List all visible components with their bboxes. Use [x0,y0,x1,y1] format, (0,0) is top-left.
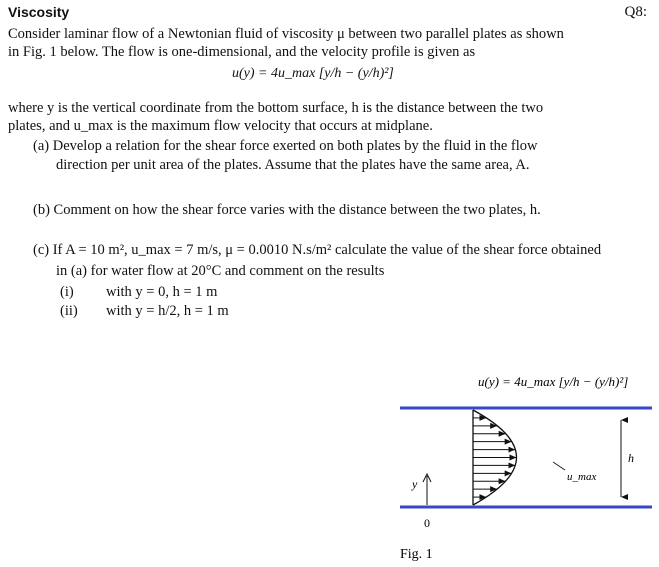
part-a-line-2: direction per unit area of the plates. Assume that the plates have the same area, A. [56,157,530,173]
question-number: Q8: [624,4,647,20]
umax-leader [553,462,565,470]
intro-line-1: Consider laminar flow of a Newtonian fluid of viscosity μ between two parallel plates as shown [8,26,564,42]
origin-label: 0 [424,516,430,530]
figure-caption: Fig. 1 [400,547,433,562]
intro-line-2: in Fig. 1 below. The flow is one-dimensional, and the velocity profile is given as [8,44,476,60]
where-line-2: plates, and u_max is the maximum flow velocity that occurs at midplane. [8,118,433,134]
velocity-arrows [473,418,517,497]
item-text: with y = h/2, h = 1 m [106,303,229,319]
where-line-1: where y is the vertical coordinate from the bottom surface, h is the distance between the two [8,100,544,116]
part-c-line-1: (c) If A = 10 m², u_max = 7 m/s, μ = 0.0010 N.s/m² calculate the value of the shear force obtained [33,242,602,258]
velocity-equation: u(y) = 4u_max [y/h − (y/h)²] [232,66,394,81]
part-b-text: (b) Comment on how the shear force varies with the distance between the two plates, h. [33,202,541,218]
topic-title: Viscosity [8,4,70,20]
y-axis-label: y [412,477,418,491]
item-marker: (ii) [60,303,78,319]
h-label: h [628,451,634,465]
item-text: with y = 0, h = 1 m [106,284,218,300]
figure-equation: u(y) = 4u_max [y/h − (y/h)²] [478,374,629,389]
part-c-line-2: in (a) for water flow at 20°C and comment on the results [56,263,385,279]
umax-label: u_max [567,471,597,483]
part-a-line-1: (a) Develop a relation for the shear force exerted on both plates by the fluid in the flow [33,138,538,154]
item-marker: (i) [60,284,74,300]
